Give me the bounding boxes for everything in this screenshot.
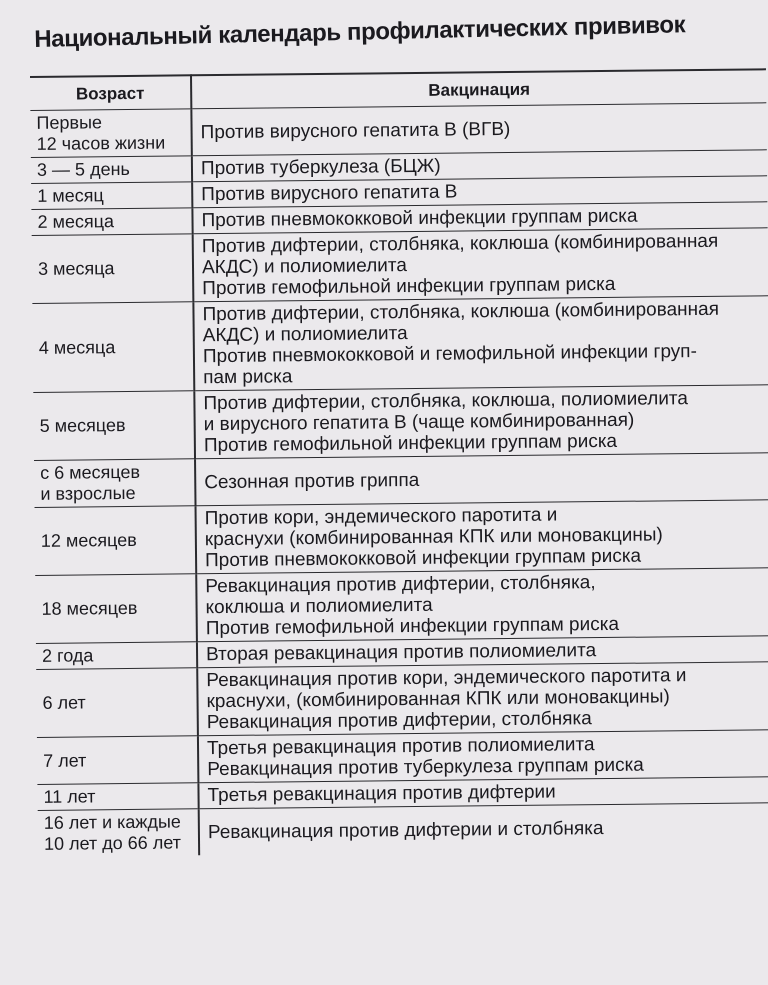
vaccine-text: Вторая ревакцинация против полиомиелита	[205, 640, 597, 666]
age-cell	[37, 736, 198, 785]
vaccination-cell	[191, 103, 766, 156]
vaccine-text: Против вирусного гепатита В (ВГВ)	[200, 118, 511, 143]
vaccine-text: Против дифтерии, столбняка, коклюша (комбинированная	[201, 230, 719, 258]
table-row	[37, 730, 768, 785]
age-cell	[32, 302, 194, 393]
age-text: 10 лет до 66 лет	[43, 832, 182, 854]
page-title: Национальный календарь профилактических прививок	[34, 11, 686, 53]
vaccination-cell	[195, 453, 768, 506]
age-cell	[37, 783, 198, 811]
table-row	[33, 385, 768, 461]
table-row	[32, 228, 768, 304]
table-row	[35, 568, 768, 644]
age-cell	[33, 391, 195, 461]
vaccine-text: Против дифтерии, столбняка, коклюша, полиомиелита	[203, 388, 689, 415]
vaccine-text: Ревакцинация против дифтерии и столбняка	[207, 817, 604, 843]
vaccine-text: Третья ревакцинация против дифтерии	[207, 781, 556, 807]
age-text: 3 — 5 день	[36, 158, 130, 180]
age-text: 6 лет	[42, 692, 86, 713]
age-cell	[31, 156, 192, 184]
table-row	[35, 500, 768, 576]
table-row	[38, 803, 768, 857]
age-cell	[34, 459, 195, 508]
vaccine-text: Ревакцинация против дифтерии, столбняка,	[205, 572, 596, 598]
vaccine-text: Против кори, эндемического паротита и	[204, 504, 558, 530]
age-cell	[31, 182, 192, 210]
age-cell	[36, 642, 197, 670]
age-cell	[36, 668, 198, 738]
vaccine-text: Против гемофильной инфекции группам риска	[203, 430, 618, 457]
vaccine-text: Третья ревакцинация против полиомиелита	[206, 734, 595, 760]
age-cell	[32, 234, 194, 304]
vaccine-text: Против гемофильной инфекции группам риска	[205, 613, 620, 640]
vaccination-cell	[197, 662, 768, 736]
table-row	[34, 453, 768, 508]
vaccine-text: АКДС) и полиомиелита	[201, 255, 408, 279]
age-text: 4 месяца	[38, 336, 116, 358]
table-row	[36, 662, 768, 738]
age-text: 1 месяц	[37, 185, 104, 206]
vaccine-text: Ревакцинация против кори, эндемического паротита и	[206, 665, 687, 692]
age-text: Первые	[36, 112, 103, 133]
vaccine-text: Против пневмококковой инфекции группам риска	[204, 545, 642, 572]
vaccination-column-header: Вакцинация	[191, 69, 766, 109]
age-text: с 6 месяцев	[40, 461, 141, 483]
vaccine-text: Ревакцинация против дифтерии, столбняка	[206, 708, 592, 734]
age-cell	[38, 809, 199, 857]
age-column-header: Возраст	[30, 75, 191, 110]
age-text: 7 лет	[43, 749, 87, 771]
vaccine-text: Против пневмококковой инфекции группам риска	[201, 205, 638, 232]
vaccination-cell	[198, 730, 768, 783]
vaccination-cell	[193, 296, 768, 391]
age-text: 18 месяцев	[41, 597, 138, 619]
vaccination-cell	[194, 385, 768, 459]
vaccine-text: и вирусного гепатита В (чаще комбинированная)	[203, 409, 635, 436]
vaccine-text: Против пневмококковой и гемофильной инфекции груп-	[202, 341, 697, 368]
vaccination-cell	[193, 228, 768, 302]
table-row	[30, 103, 766, 158]
age-text: 2 года	[41, 645, 94, 666]
age-cell	[31, 208, 192, 236]
table-body	[30, 103, 768, 857]
vaccine-text: Против вирусного гепатита В	[201, 181, 458, 206]
vaccine-text: краснухи (комбинированная КПК или моновакцины)	[204, 524, 663, 551]
age-text: 12 часов жизни	[36, 132, 166, 154]
vaccine-text: краснухи, (комбинированная КПК или моновакцины)	[206, 686, 670, 713]
vaccination-table	[30, 68, 768, 857]
vaccination-cell	[199, 803, 768, 856]
age-text: 5 месяцев	[39, 415, 126, 436]
age-text: 11 лет	[43, 786, 96, 807]
table-row	[32, 296, 768, 393]
vaccination-cell	[196, 568, 768, 642]
vaccine-text: Против дифтерии, столбняка, коклюша (комбинированная	[202, 298, 720, 326]
vaccine-text: АКДС) и полиомиелита	[202, 323, 408, 347]
age-text: 2 месяца	[37, 211, 115, 232]
vaccine-text: Против гемофильной инфекции группам риска	[202, 273, 616, 300]
age-text: 16 лет и каждые	[43, 811, 181, 833]
vaccine-text: Против туберкулеза (БЦЖ)	[200, 155, 441, 180]
vaccine-text: Ревакцинация против туберкулеза группам риска	[207, 754, 644, 781]
vaccine-text: Сезонная против гриппа	[204, 469, 420, 493]
age-cell	[35, 506, 197, 576]
age-text: и взрослые	[40, 482, 136, 504]
age-cell	[35, 574, 197, 644]
age-text: 12 месяцев	[40, 529, 137, 551]
vaccine-text: пам риска	[203, 366, 293, 389]
vaccination-cell	[196, 500, 768, 574]
vaccine-text: коклюша и полиомиелита	[205, 594, 433, 619]
age-text: 3 месяца	[37, 258, 115, 279]
age-cell	[30, 109, 191, 158]
